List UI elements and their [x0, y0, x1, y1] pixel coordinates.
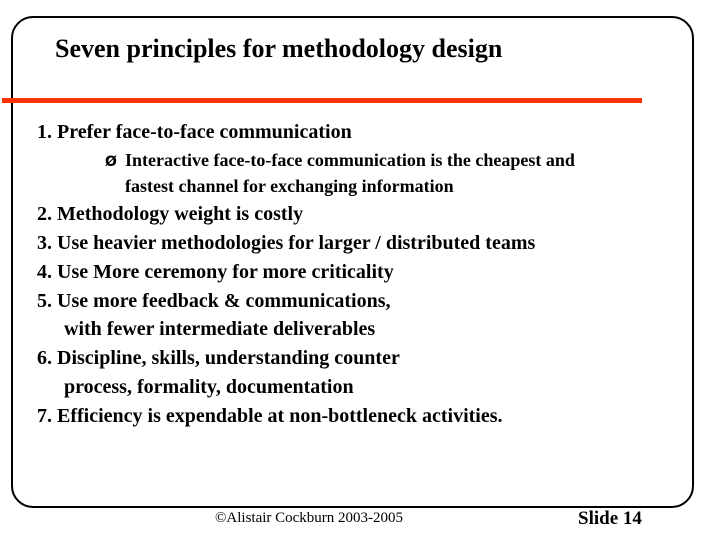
principle-3: 3. Use heavier methodologies for larger / distributed teams: [37, 232, 536, 254]
principle-6-line-2: process, formality, documentation: [64, 376, 354, 398]
principle-1-sub-point: [105, 150, 575, 171]
principle-5-line-2: with fewer intermediate deliverables: [64, 318, 376, 340]
principle-2: 2. Methodology weight is costly: [37, 203, 304, 225]
sub-point-line-1: Interactive face-to-face communication is the cheapest and: [125, 150, 575, 170]
principle-6-line-1: 6. Discipline, skills, understanding counter: [37, 347, 400, 369]
slide-number: Slide 14: [578, 508, 642, 529]
sub-point-line-2: fastest channel for exchanging information: [125, 176, 454, 196]
principle-4: 4. Use More ceremony for more criticality: [37, 261, 394, 283]
principle-7: 7. Efficiency is expendable at non-bottleneck activities.: [37, 405, 503, 427]
copyright-notice: ©Alistair Cockburn 2003-2005: [215, 510, 404, 526]
slide-title: Seven principles for methodology design: [55, 34, 503, 63]
principle-5-line-1: 5. Use more feedback & communications,: [37, 290, 391, 312]
title-underline: [2, 98, 642, 103]
arrowhead-bullet-icon: Ø: [105, 154, 117, 170]
principle-1: 1. Prefer face-to-face communication: [37, 121, 352, 143]
